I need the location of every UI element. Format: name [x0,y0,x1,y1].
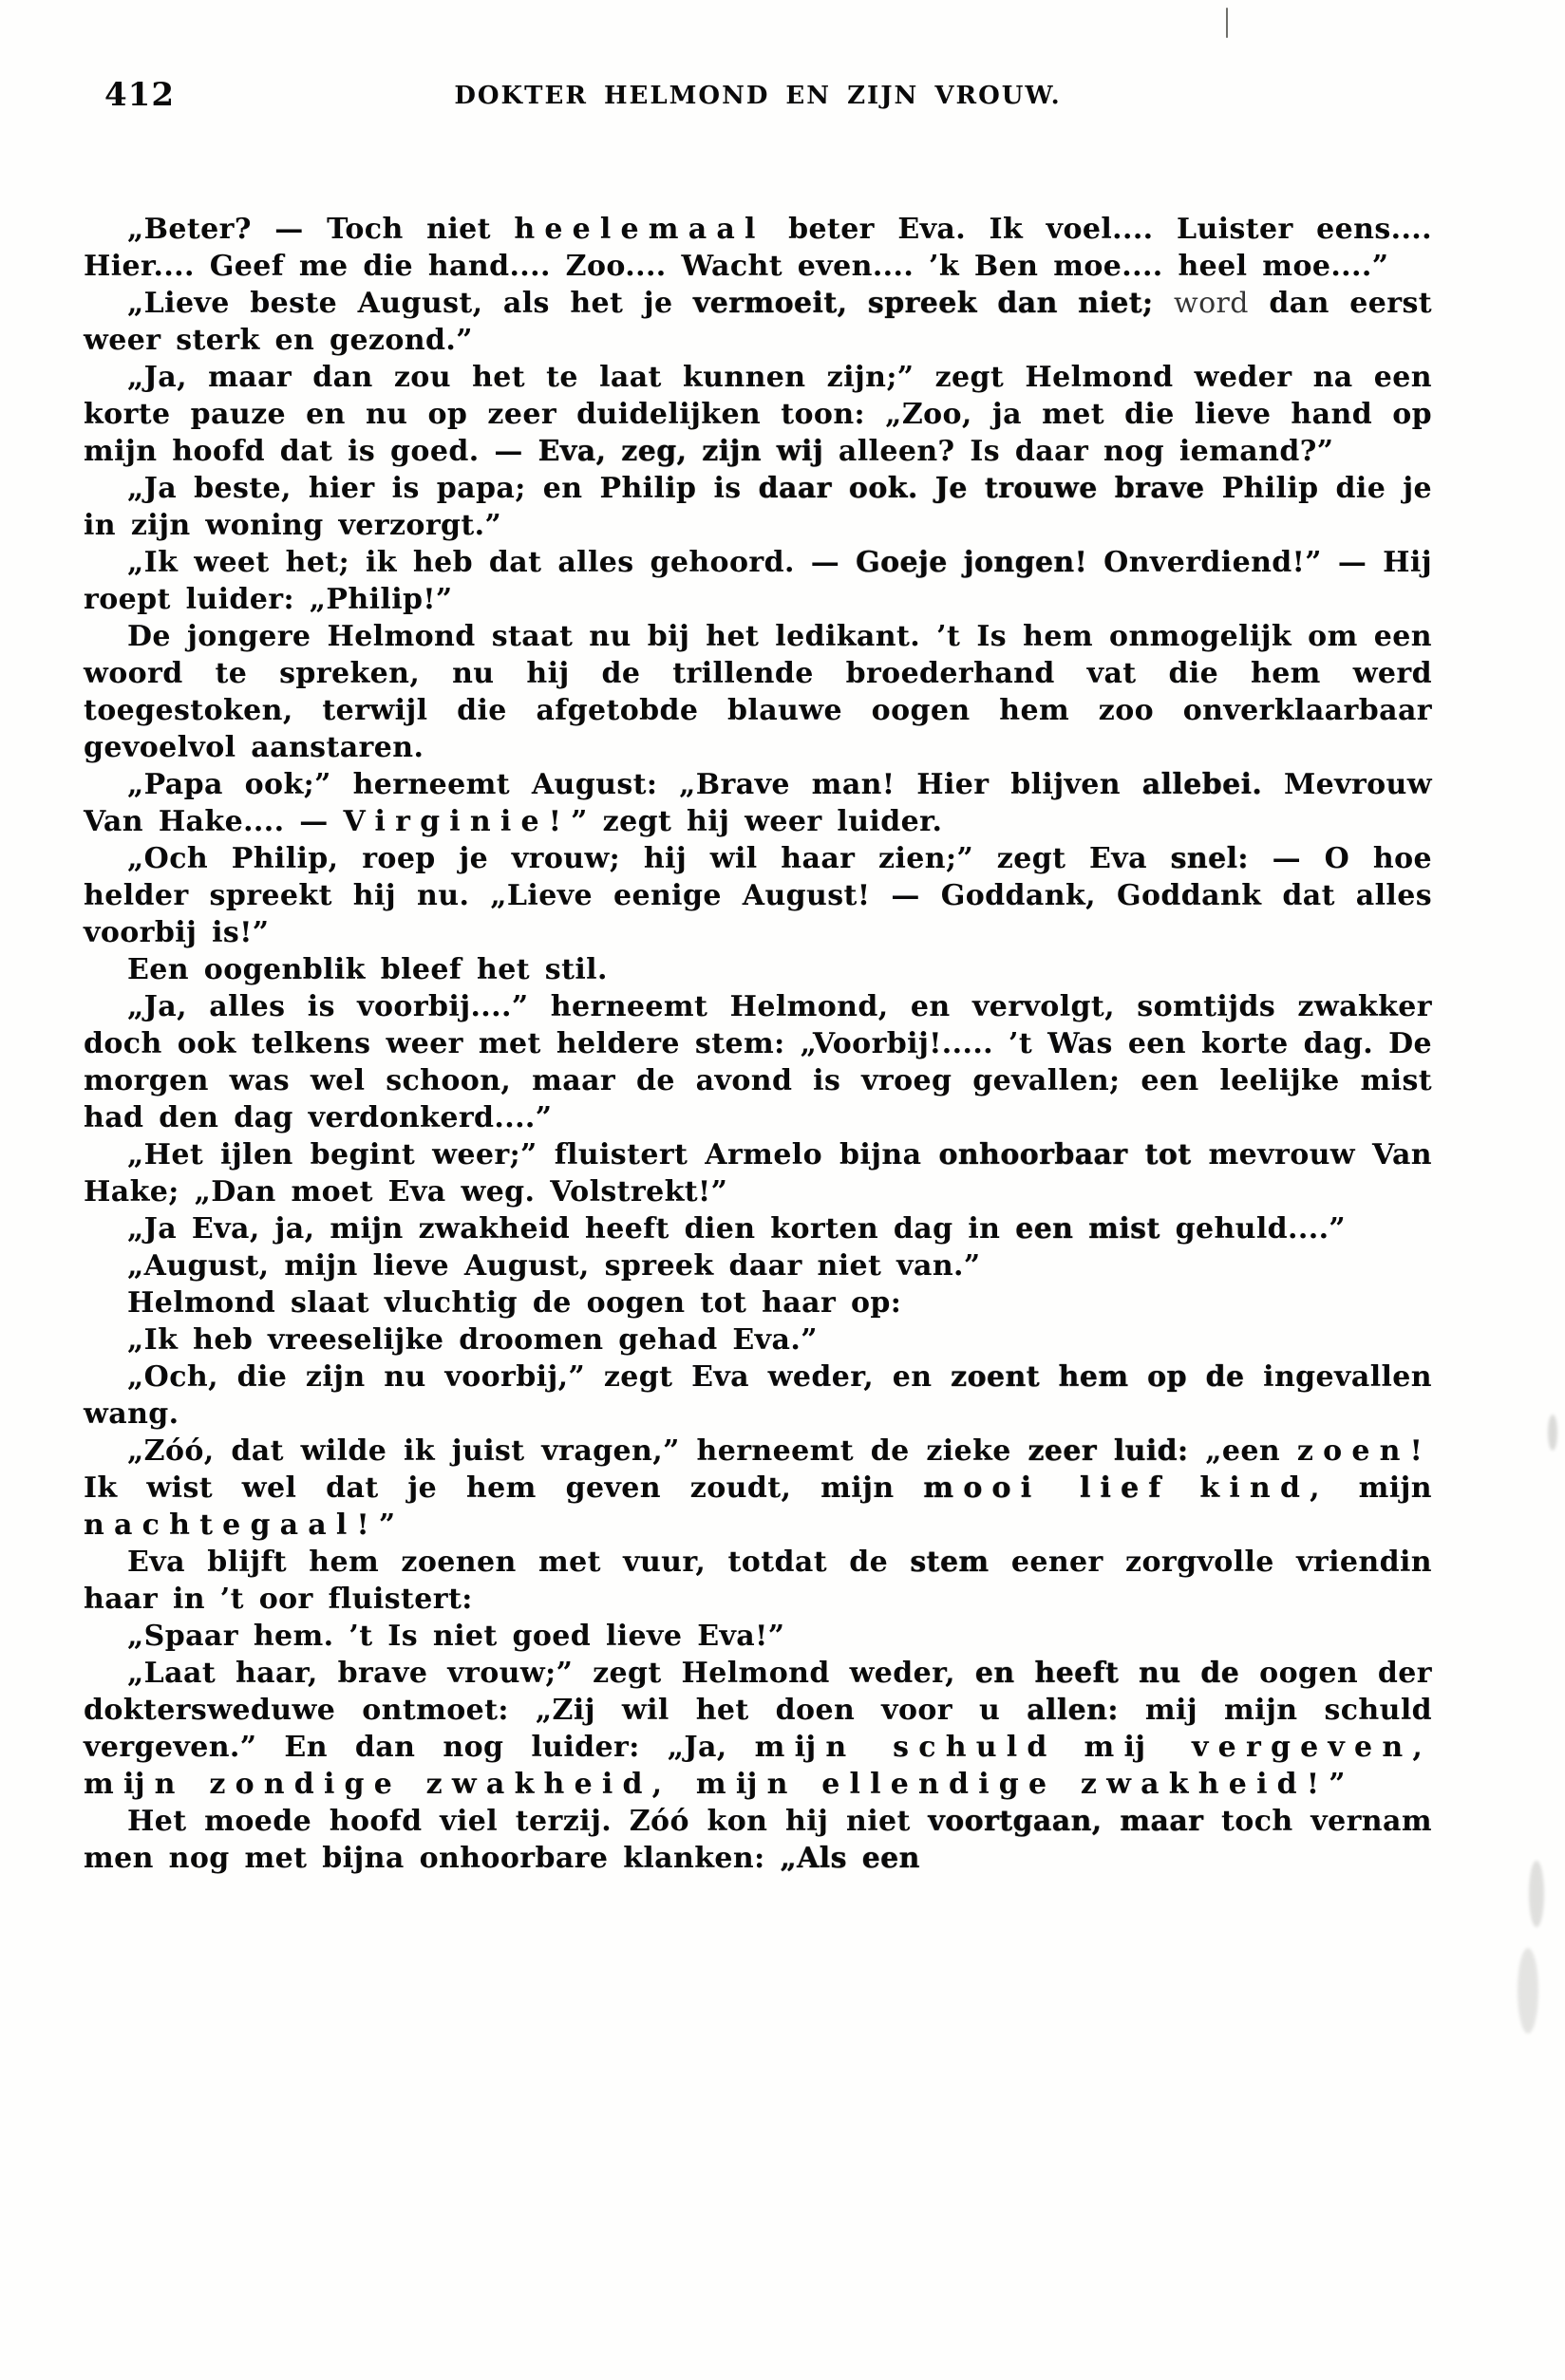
paragraph [84,359,1432,470]
running-header [84,76,1432,120]
text-segment: mijn [1329,1471,1432,1505]
text-segment: Eva blijft hem zoenen met vuur, totdat de [127,1546,911,1579]
text-segment: ” zegt hij weer luider. [571,805,943,838]
text-segment: vermoeit, spreek dan niet; [692,287,1154,320]
text-segment: zoent hem op de [951,1360,1245,1394]
text-segment: Ik wist wel dat je hem geven zoudt, mijn [84,1471,924,1505]
text-segment [1171,1471,1200,1505]
text-segment: Een oogenblik bleef het stil. [127,953,608,986]
page-number: 412 [104,76,175,114]
text-segment: word [1174,287,1249,320]
text-segment: zeer luid: [1028,1434,1189,1468]
paragraph [84,1433,1432,1544]
paragraph [84,1359,1432,1433]
scan-speckle [1518,1948,1538,2033]
text-segment: „Als een [780,1842,920,1875]
paragraph [84,1544,1432,1618]
text-segment: mevrouw Van Hake; „Dan moet Eva weg. Volstrekt!” [84,1138,1432,1209]
text-segment: onhoorbaar tot [938,1138,1192,1171]
paragraph [84,766,1432,840]
text-segment: mĳn schuld [754,1731,1057,1764]
text-segment: oogen der doktersweduwe ontmoet: „Zij wil het doen voor u [84,1657,1432,1727]
paragraph [84,1803,1432,1877]
text-segment: „Papa ook;” herneemt August: „Brave man! Hier blijven [127,768,1142,801]
paragraph [84,1210,1432,1247]
scan-speckle [1529,1861,1544,1927]
text-segment: alleen? Is daar nog iemand?” [823,435,1334,468]
text-segment: gehuld....” [1160,1212,1347,1246]
text-segment: Mevrouw Van Hake.... — [84,768,1432,838]
text-segment: daar ook. Je trouwe brave [758,472,1205,505]
text-segment: ingevallen wang. [84,1360,1432,1431]
text-segment: heelemaal [514,213,765,246]
text-segment: voortgaan, maar [928,1805,1204,1838]
running-title: DOKTER HELMOND EN ZIJN VROUW. [454,82,1062,110]
text-segment: allen: [1027,1694,1119,1727]
text-segment: „Och, die zijn nu voorbij,” zegt Eva weder, en [127,1360,952,1394]
text-segment: „Och Philip, roep je vrouw; hij wil haar zien;” zegt Eva [127,842,1171,875]
text-segment: „een [1188,1434,1297,1468]
paragraph [84,988,1432,1136]
text-segment: Eva, zeg, zijn wij [537,435,824,468]
text-segment: „Ik weet het; ik heb dat alles gehoord. — [127,546,857,579]
text-segment: Helmond slaat vluchtig de oogen tot haar op: [127,1286,902,1320]
text-segment: zoen! [1296,1434,1432,1468]
text-segment: snel: [1170,842,1249,875]
text-segment: De jongere Helmond staat nu bij het ledikant. ’t Is hem onmogelijk om een woord te spreken, nu hij de trillende broederhand vat die hem werd toegestoken, terwijl die afgetobde blauwe oogen hem zoo onverklaarbaar gevoelvol aanstaren. [84,620,1432,764]
text-segment: „Het ijlen begint weer;” fluistert Armelo bijna [127,1138,939,1171]
text-segment: „Zóó, dat wilde ik juist vragen,” herneemt de zieke [127,1434,1028,1468]
text-segment: kind, [1199,1471,1329,1505]
text-segment: mĳ vergeven, mĳn zondige zwakheid, mĳn ellendige zwakheid!” [84,1731,1432,1801]
text-segment: „Ja, alles is voorbij....” herneemt Helmond, en vervolgt, somtijds zwakker doch ook telkens weer met heldere stem: „Voorbij!..... ’t Was een korte dag. De morgen was wel schoon, maar de avond is vroeg gevallen; een leelijke mist had den dag verdonkerd....” [84,990,1432,1134]
text-segment: „Ja beste, hier is papa; en Philip is [127,472,759,505]
paragraph [84,211,1432,285]
text-segment: „Laat haar, brave vrouw;” zegt Helmond weder, [127,1657,975,1690]
paragraph [84,618,1432,766]
paragraph [84,470,1432,544]
text-segment: „Lieve beste August, als het je [127,287,693,320]
paragraph [84,1136,1432,1210]
scan-speckle [1226,8,1228,38]
text-segment: stem [910,1546,990,1579]
paragraph [84,1321,1432,1359]
text-segment: nachtegaal! [84,1509,379,1542]
text-segment: een mist [1015,1212,1160,1246]
text-segment: „Ik heb vreeselijke droomen gehad Eva.” [127,1323,818,1357]
paragraph [84,1247,1432,1284]
text-segment [1154,287,1174,320]
text-segment: mooi lief [923,1471,1171,1505]
text-segment: „Ja Eva, ja, mijn zwakheid heeft dien korten dag in [127,1212,1016,1246]
text-segment: — O hoe helder spreekt hij nu. „Lieve eenige August! — Goddank, Goddank dat alles voorbij is!” [84,842,1432,949]
text-segment: mij mijn schuld vergeven.” En dan nog luider: „Ja, [84,1694,1433,1764]
paragraph [84,1618,1432,1655]
text-segment: Onverdiend!” — Hij roept luider: „Philip!” [84,546,1432,616]
text-segment: eener zorgvolle vriendin haar in ’t oor fluistert: [84,1546,1432,1616]
paragraph [84,951,1432,988]
text-segment: allebei. [1141,768,1263,801]
text-segment: ” [378,1509,396,1542]
body-text [84,211,1432,1877]
text-segment: „August, mijn lieve August, spreek daar niet van.” [127,1249,981,1283]
scan-speckle [1548,1415,1557,1451]
text-segment: „Spaar hem. ’t Is niet goed lieve Eva!” [127,1620,785,1653]
text-segment: en heeft nu de [974,1657,1240,1690]
paragraph [84,544,1432,618]
paragraph [84,1284,1432,1321]
text-segment: Goeje jongen! [856,546,1088,579]
text-segment: Het moede hoofd viel terzij. Zóó kon hij niet [127,1805,929,1838]
text-segment: beter Eva. Ik voel.... Luister eens.... Hier.... Geef me die hand.... Zoo.... Wacht even.... ’k Ben moe.... heel moe....” [84,213,1432,283]
book-page [84,76,1432,1877]
text-segment [1057,1731,1084,1764]
text-segment: dan eerst weer sterk en gezond.” [84,287,1432,357]
text-segment: Philip die je in zijn woning verzorgt.” [84,472,1433,542]
text-segment: toch vernam men nog met bijna onhoorbare klanken: [84,1805,1432,1875]
paragraph [84,285,1432,359]
paragraph [84,1655,1432,1803]
text-segment: „Beter? — Toch niet [127,213,515,246]
paragraph [84,840,1432,951]
text-segment: Virginie! [343,805,572,838]
text-segment: „Ja, maar dan zou het te laat kunnen zijn;” zegt Helmond weder na een korte pauze en nu op zeer duidelijken toon: „Zoo, ja met die lieve hand op mijn hoofd dat is goed. — [84,361,1432,468]
